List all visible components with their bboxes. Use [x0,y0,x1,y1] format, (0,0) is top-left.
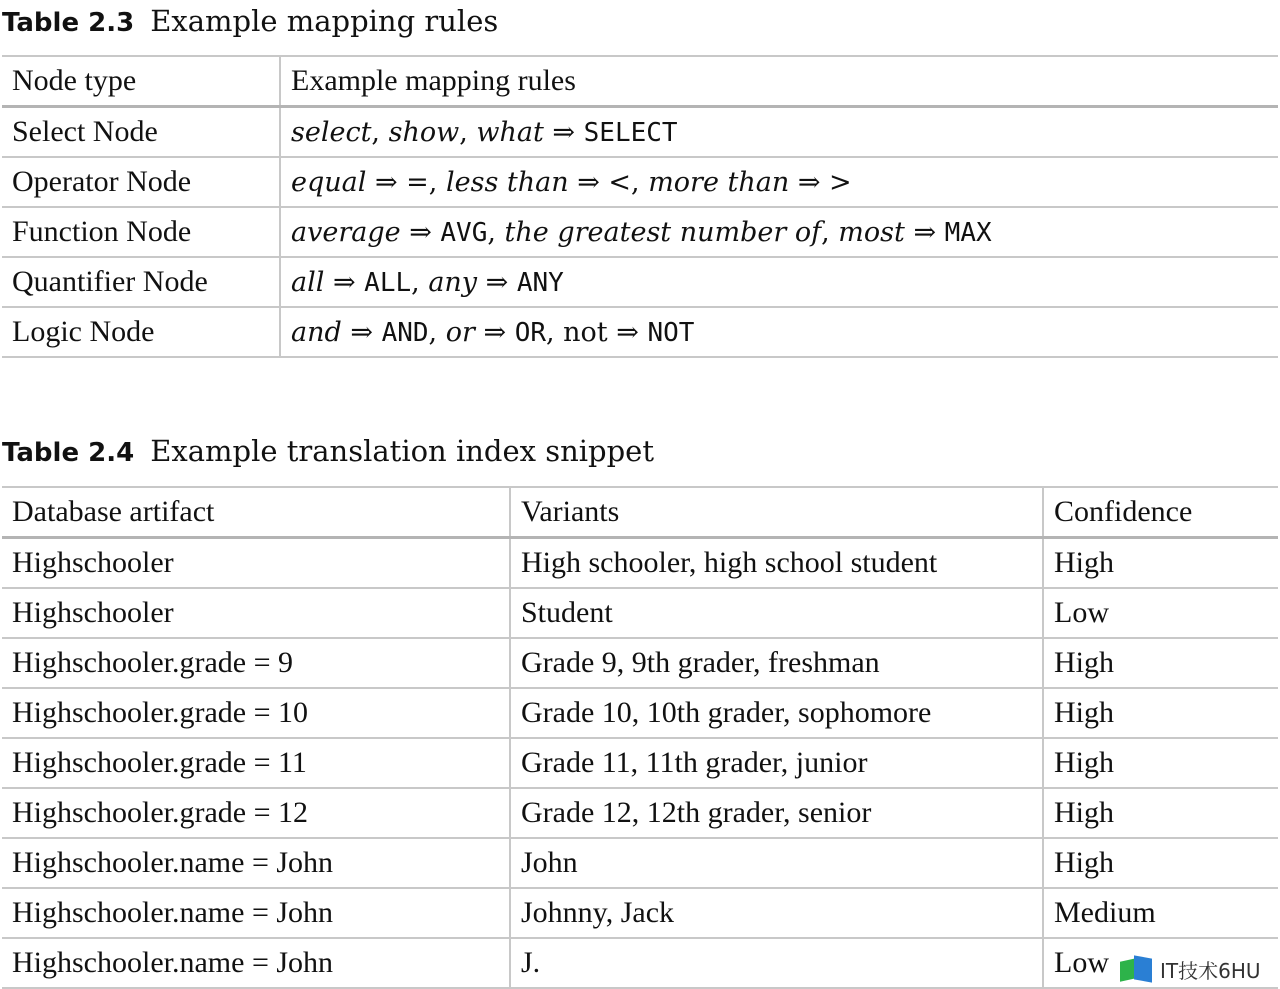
phrase: or [445,316,475,348]
table-row [2,938,1278,988]
logo-icon [1118,954,1156,984]
table-number: Table 2.3 [2,8,135,38]
database-artifact-cell: Highschooler.name = John [2,938,510,988]
column-header: Database artifact [2,487,510,538]
database-artifact-cell: Highschooler.grade = 10 [2,688,510,738]
table-row [2,888,1278,938]
sql-keyword: ANY [516,267,564,298]
table-header-row [2,487,1278,538]
sql-keyword: MAX [944,217,992,248]
mapping-rules-table [2,55,1278,358]
rule-text: , [821,216,839,248]
phrase: equal [291,166,367,198]
mapping-rule-cell [280,157,1278,207]
rule-text: ⇒ [324,266,365,298]
phrase: any [428,266,478,298]
phrase: most [838,216,905,248]
table-row [2,307,1278,357]
confidence-cell: High [1043,638,1278,688]
phrase: all [291,266,325,298]
rule-text: ⇒ [904,216,945,248]
node-type-cell: Operator Node [2,157,280,207]
sql-keyword: AVG [440,217,488,248]
table-2-4-caption [2,434,654,468]
variants-cell: Grade 12, 12th grader, senior [510,788,1043,838]
variants-cell: John [510,838,1043,888]
confidence-cell: Low [1043,588,1278,638]
variants-cell: Grade 11, 11th grader, junior [510,738,1043,788]
confidence-cell: High [1043,688,1278,738]
table-row [2,157,1278,207]
rule-text: ⇒ > [789,166,852,198]
phrase: and [291,316,342,348]
column-header: Example mapping rules [280,56,1278,107]
confidence-cell: High [1043,538,1278,589]
translation-index-table [2,486,1278,989]
column-header: Confidence [1043,487,1278,538]
sql-keyword: ALL [364,267,412,298]
phrase: average [291,216,401,248]
column-header: Node type [2,56,280,107]
variants-cell: Grade 9, 9th grader, freshman [510,638,1043,688]
confidence-cell: High [1043,788,1278,838]
rule-text: , [371,116,389,148]
sql-keyword: NOT [647,317,695,348]
database-artifact-cell: Highschooler.name = John [2,888,510,938]
database-artifact-cell: Highschooler [2,588,510,638]
rule-text: , [428,316,446,348]
rule-text: , [411,266,429,298]
rule-text: , not ⇒ [546,316,648,348]
table-2-3-caption [2,4,498,38]
table-row [2,257,1278,307]
node-type-cell: Select Node [2,107,280,158]
variants-cell: High schooler, high school student [510,538,1043,589]
node-type-cell: Logic Node [2,307,280,357]
confidence-cell: Medium [1043,888,1278,938]
phrase: what [476,116,544,148]
watermark-text: IT技术6HU [1160,958,1261,983]
phrase: less than [445,166,569,198]
confidence-cell: Low [1043,938,1278,988]
rule-text: ⇒ =, [366,166,446,198]
phrase: the greatest number of [504,216,822,248]
rule-text: ⇒ [341,316,382,348]
confidence-cell: High [1043,738,1278,788]
column-header: Variants [510,487,1043,538]
rule-text: ⇒ [400,216,441,248]
mapping-rule-cell [280,307,1278,357]
sql-keyword: OR [514,317,546,348]
variants-cell: Grade 10, 10th grader, sophomore [510,688,1043,738]
table-row [2,838,1278,888]
table-row [2,588,1278,638]
table-row [2,788,1278,838]
confidence-cell: High [1043,838,1278,888]
database-artifact-cell: Highschooler.grade = 11 [2,738,510,788]
sql-keyword: AND [381,317,429,348]
database-artifact-cell: Highschooler [2,538,510,589]
table-row [2,638,1278,688]
sql-keyword: SELECT [583,117,678,148]
mapping-rule-cell [280,257,1278,307]
rule-text: , [459,116,477,148]
phrase: show [388,116,460,148]
table-row [2,107,1278,158]
phrase: select [291,116,372,148]
node-type-cell: Function Node [2,207,280,257]
database-artifact-cell: Highschooler.name = John [2,838,510,888]
variants-cell: Johnny, Jack [510,888,1043,938]
table-row [2,738,1278,788]
phrase: more than [648,166,790,198]
table-header-row [2,56,1278,107]
database-artifact-cell: Highschooler.grade = 12 [2,788,510,838]
table-row [2,207,1278,257]
table-title: Example translation index snippet [150,434,654,468]
rule-text: ⇒ [477,266,517,298]
table-row [2,538,1278,589]
watermark [1118,952,1278,986]
table-number: Table 2.4 [2,438,135,468]
rule-text: ⇒ [474,316,515,348]
variants-cell: J. [510,938,1043,988]
table-row [2,688,1278,738]
mapping-rule-cell [280,107,1278,158]
rule-text: , [487,216,505,248]
variants-cell: Student [510,588,1043,638]
node-type-cell: Quantifier Node [2,257,280,307]
database-artifact-cell: Highschooler.grade = 9 [2,638,510,688]
mapping-rule-cell [280,207,1278,257]
table-title: Example mapping rules [150,4,499,38]
rule-text: ⇒ <, [568,166,649,198]
rule-text: ⇒ [543,116,584,148]
